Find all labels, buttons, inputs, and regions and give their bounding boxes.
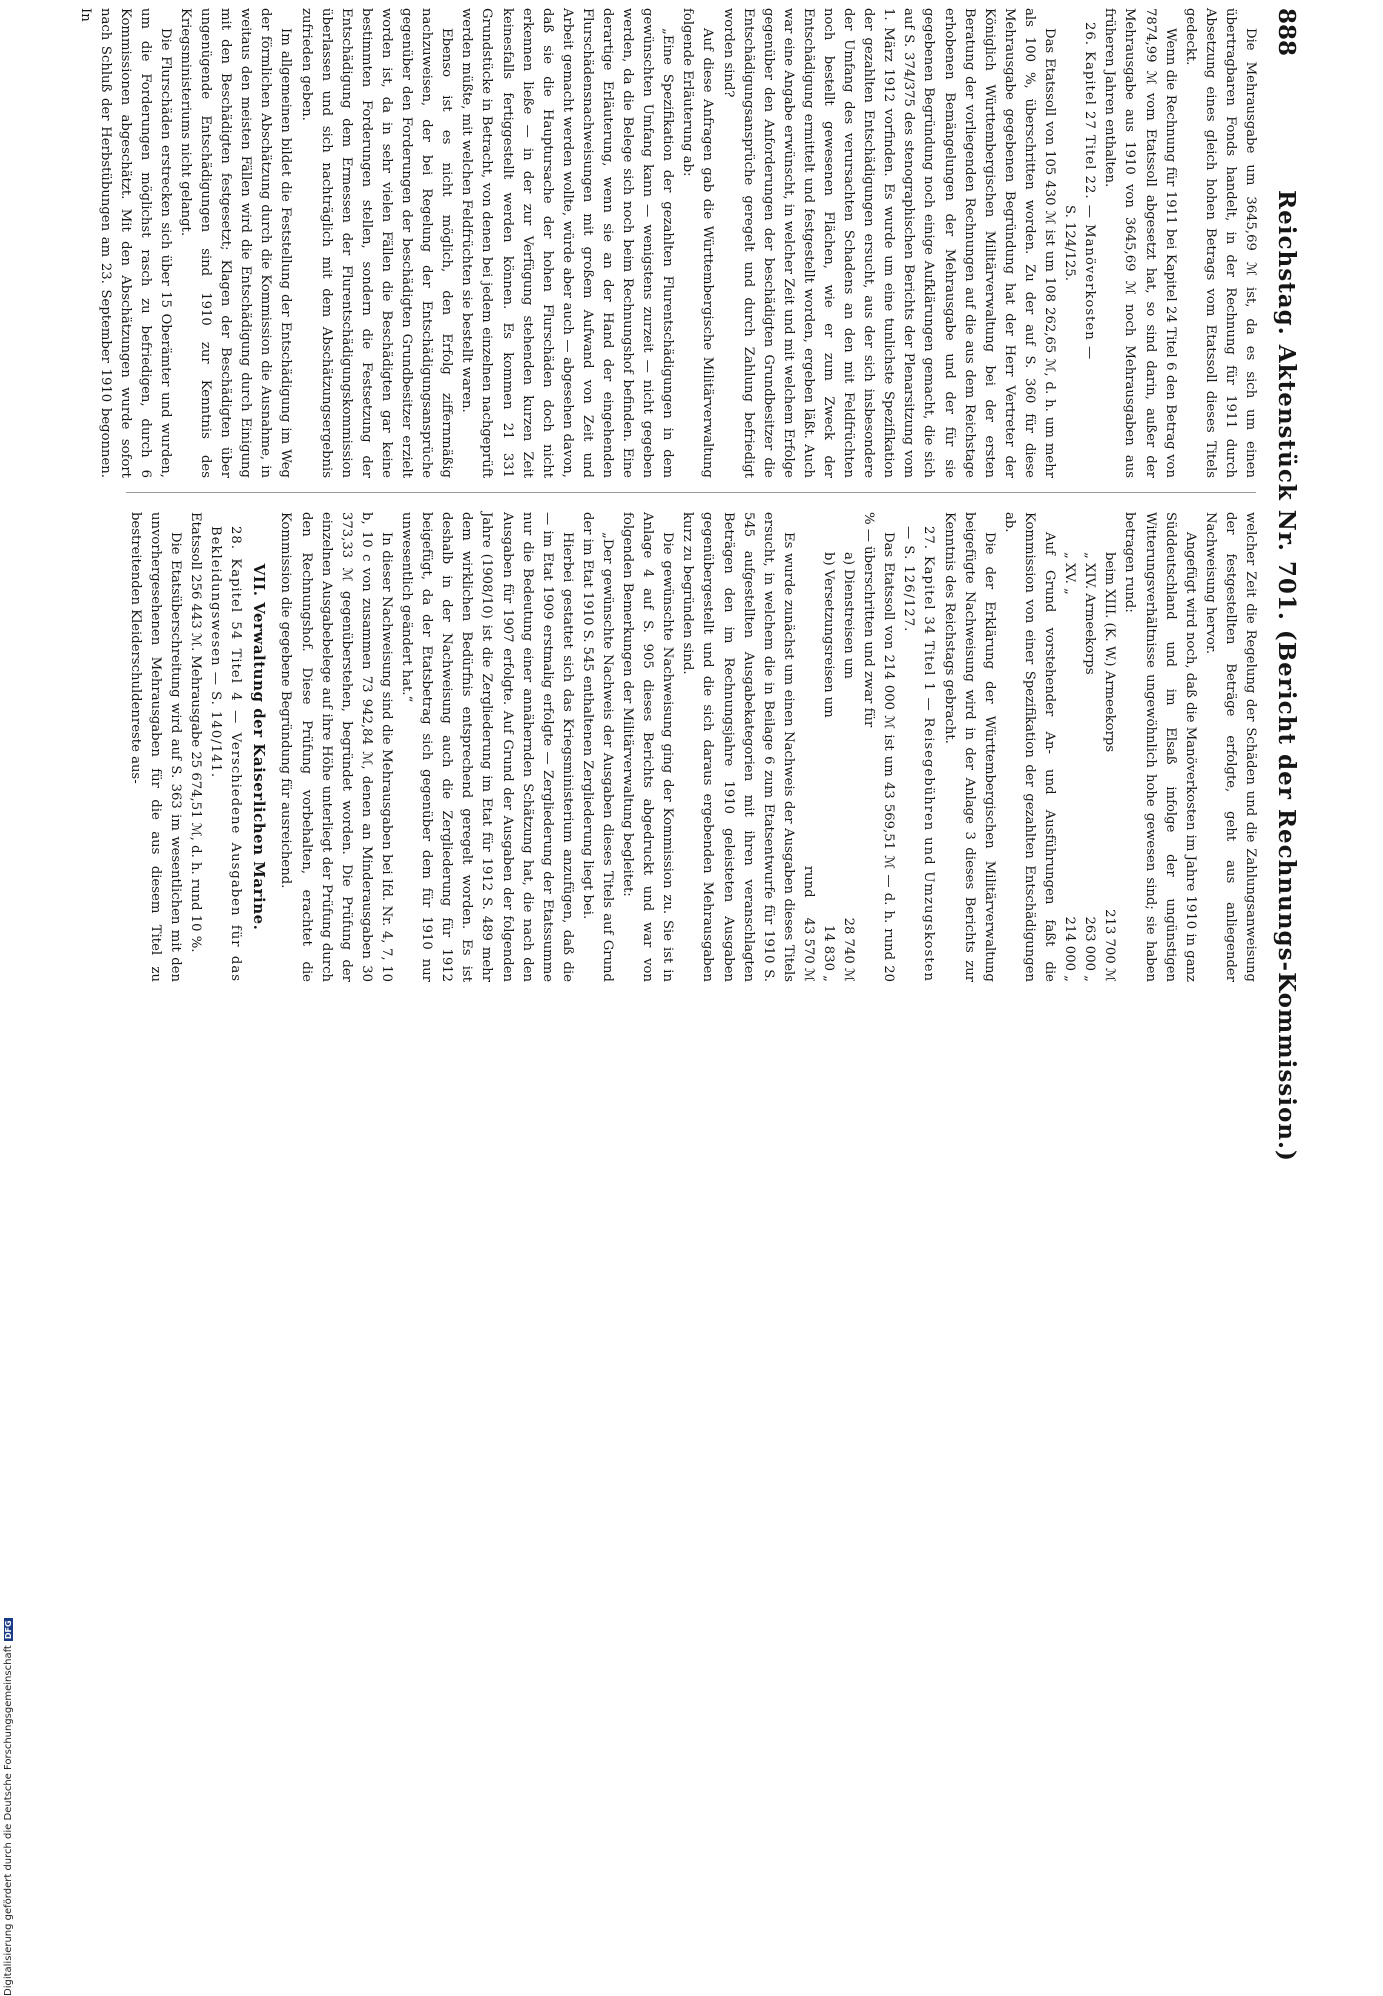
amount-row: b) Versetzungsreisen um 14 830 „	[821, 552, 837, 982]
section-heading: VII. Verwaltung der Kaiserlichen Marine.	[250, 563, 269, 931]
running-title: Reichstag. Aktenstück Nr. 701. (Bericht der Rechnungs-Kommission.)	[1273, 190, 1300, 1162]
dfg-logo: DFG	[4, 1620, 13, 1640]
paragraph: Die Flurschäden erstrecken sich über 15 Oberämter und wurden, um die Forderungen möglichst rasch zu befriedigen, durch 6 Kommissionen abgeschätzt. Mit den Abschätzungen wurde sofort nach Schluß der Herbstübungen am 23. September 1910 begonnen. In	[77, 8, 173, 478]
paragraph: Auf Grund vorstehender An- und Ausführungen faßt die Kommission von einer Spezifikation der gezahlten Entschädigungen ab.	[1001, 512, 1058, 982]
digitization-credit: Digitalisierung gefördert durch die Deutsche ForschungsgemeinschaftDFG	[3, 1620, 14, 1996]
paragraph: Die Etatsüberschreitung wird auf S. 363 im wesentlichen mit den unvorhergesehenen Mehrausgaben für die aus diesem Titel zu bestreitenden Kleiderschuldenreste aus-	[127, 512, 184, 982]
paragraph: Wenn die Rechnung für 1911 bei Kapitel 24 Titel 6 den Betrag von 7874,99 ℳ vom Etatssoll abgesetzt hat, so sind darin, außer der Mehrausgabe aus 1910 von 3645,69 ℳ noch Mehrausgaben aus früheren Jahren enthalten.	[1102, 8, 1178, 478]
paragraph: Hierbei gestattet sich das Kriegsministerium anzufügen, daß die — im Etat 1909 erstmalig erfolgte — Zergliederung der Etatssumme nur die Bedeutung einer annähernden Schätzung hat, die nach den Ausgaben für 1907 erfolgte. Auf Grund der Ausgaben der folgenden Jahre (1908/10) ist die Zergliederung im Etat für 1912 S. 489 mehr dem wirklichen Bedürfnis entsprechend geregelt worden. Es ist deshalb in der Nachweisung auch die Zergliederung für 1912 beigefügt, da der Etatsbetrag sich gegenüber dem für 1910 nur unwesentlich geändert hat.“	[399, 512, 575, 982]
paragraph: Die gewünschte Nachweisung ging der Kommission zu. Sie ist in Anlage 4 auf S. 905 dieses Berichts abgedruckt und war von folgenden Bemerkungen der Militärverwaltung begleitet:	[620, 512, 676, 982]
paragraph: Das Etatssoll von 105 430 ℳ ist um 108 262,65 ℳ, d. h. um mehr als 100 %, überschritten worden. Zu der auf S. 360 für diese Mehrausgabe gegebenen Begründung hat der Herr Vertreter der Königlich Württembergischen Militärverwaltung bei der ersten Beratung der vorliegenden Rechnungen auf die aus dem Reichstage erhobenen Bemängelungen der Mehrausgabe und der für sie gegebenen Begründung noch einige Aufklärungen gemacht, die sich auf S. 374/375 des stenographischen Berichts der Plenarsitzung vom 1. März 1912 vorfinden. Es wurde um eine tunlichste Spezifikation der gezahlten Entschädigungen ersucht, aus der sich insbesondere der Umfang des verursachten Schadens an den mit Feldfrüchten noch bestellt gewesenen Flächen, wie er zum Zweck der Entschädigung ermittelt und festgestellt worden, ergeben läßt. Auch war eine Angabe erwünscht, in welcher Zeit und mit welchem Erfolge gegenüber den Anforderungen der beschädigten Grundbesitzer die Entschädigungsansprüche geregelt und durch Zahlung befriedigt worden sind?	[720, 8, 1058, 478]
paragraph: Im allgemeinen bildet die Feststellung der Entschädigung im Weg der förmlichen Abschätzung durch die Kommission die Ausnahme, in weitaus den meisten Fällen wird die Entschädigung durch Einigung mit den Beschädigten festgesetzt; Klagen der Beschädigten über ungenügende Entschädigungen sind 1910 zur Kenntnis des Kriegsministeriums nicht gelangt.	[178, 8, 294, 478]
paragraph: Auf diese Anfragen gab die Württembergische Militärverwaltung folgende Erläuterung ab:	[680, 8, 716, 478]
paragraph: Die Mehrausgabe um 3645,69 ℳ ist, da es sich um einen übertragbaren Fonds handelt, in der Rechnung für 1911 durch Absetzung eines gleich hohen Betrags vom Etatssoll dieses Titels gedeckt.	[1182, 8, 1258, 478]
amount-row: „ XV. „ 214 000 „	[1062, 552, 1078, 982]
item-subheading: S. 124/125.	[1062, 205, 1078, 281]
column-divider	[126, 492, 1256, 493]
page-header	[1262, 0, 1300, 1162]
page-number: 888	[1273, 8, 1300, 57]
amount-row: „ XIV. Armeekorps 263 000 „	[1082, 552, 1098, 982]
item-heading: 26. Kapitel 27 Titel 22. — Manöverkosten —	[1082, 22, 1098, 361]
paragraph: Die der Erklärung der Württembergischen Militärverwaltung beigefügte Nachweisung wird in der Anlage 3 dieses Berichts zur Kenntnis des Reichstags gebracht.	[941, 512, 997, 982]
left-column	[74, 8, 1260, 478]
rotated-page-content	[77, 0, 1300, 1162]
amount-total-row: rund 43 570 ℳ	[800, 865, 816, 982]
paragraph: Ebenso ist es nicht möglich, den Erfolg ziffernmäßig nachzuweisen, der bei Regelung der Entschädigungsansprüche gegenüber den Forderungen der beschädigten Grundbesitzer erzielt worden ist, da in sehr vielen Fällen die Beschädigten gar keine bestimmten Forderungen stellen, sondern die Festsetzung der Entschädigung dem Ermessen der Flurentschädigungskommission überlassen und sich nachträglich mit dem Abschätzungsergebnis zufrieden geben.	[298, 8, 455, 478]
paragraph: Etatssoll 256 443 ℳ. Mehrausgabe 25 674,51 ℳ, d. h. rund 10 %.	[188, 512, 204, 953]
paragraph: „Eine Spezifikation der gezahlten Flurentschädigungen in dem gewünschten Umfang kann — wenigstens zurzeit — nicht gegeben werden, da die Belege sich noch beim Rechnungshof befinden. Eine derartige Erläuterung, wenn sie an der Hand der eingehenden Flurschädensnachweisungen mit großem Aufwand von Zeit und Arbeit gemacht werden wollte, würde aber auch — abgesehen davon, daß sie die Hauptursache der hohen Flurschäden doch nicht erkennen ließe — in der zur Verfügung stehenden kurzen Zeit keinesfalls fertiggestellt werden können. Es kommen 21 331 Grundstücke in Betracht, von denen bei jedem einzelnen nachgeprüft werden müßte, mit welchen Feldfrüchten sie bestellt waren.	[459, 8, 676, 478]
paragraph: Angefügt wird noch, daß die Manöverkosten im Jahre 1910 in ganz Süddeutschland und im Elsaß infolge der ungünstigen Witterungsverhältnisse ungewöhnlich hohe gewesen sind; sie haben betragen rund:	[1122, 512, 1198, 982]
paragraph: „Der gewünschte Nachweis der Ausgaben dieses Titels auf Grund der im Etat 1910 S. 545 enthaltenen Zergliederung liegt bei.	[579, 512, 615, 982]
amount-row: beim XIII. (K. W.) Armeekorps 213 700 ℳ	[1102, 552, 1118, 982]
paragraph: welcher Zeit die Regelung der Schäden und die Zahlungsanweisung der festgestellten Beträge erfolgte, geht aus anliegender Nachweisung hervor.	[1202, 512, 1258, 982]
paragraph: Es wurde zunächst um einen Nachweis der Ausgaben dieses Titels ersucht, in welchem die in Beilage 6 zum Etatsentwurfe für 1910 S. 545 aufgestellten Ausgabekategorien mit ihren veranschlagten Beträgen den im Rechnungsjahre 1910 geleisteten Ausgaben gegenübergestellt und die sich daraus ergebenden Mehrausgaben kurz zu begründen sind.	[680, 512, 796, 982]
paragraph: Das Etatssoll von 214 000 ℳ ist um 43 569,51 ℳ — d. h. rund 20 % — überschritten und zwar für	[861, 512, 897, 982]
amount-row: a) Dienstreisen um 28 740 ℳ	[841, 552, 857, 982]
item-heading: 28. Kapitel 54 Titel 4 — Verschiedene Ausgaben für das Bekleidungswesen — S. 140/141.	[208, 526, 244, 982]
item-heading: 27. Kapitel 34 Titel 1 — Reisegebühren und Umzugskosten — S. 126/127.	[901, 526, 937, 982]
paragraph: In dieser Nachweisung sind die Mehrausgaben bei lfd. Nr. 4, 7, 10 b, 10 c von zusammen 73 942,84 ℳ, denen an Minderausgaben 30 373,33 ℳ gegenüberstehen, begründet worden. Die Prüfung der einzelnen Ausgabebelege auf ihre Höhe unterliegt der Prüfung durch den Rechnungshof. Diese Prüfung vorbehalten, erachtet die Kommission die gegebene Begründung für ausreichend.	[278, 512, 394, 982]
right-column	[125, 512, 1260, 982]
